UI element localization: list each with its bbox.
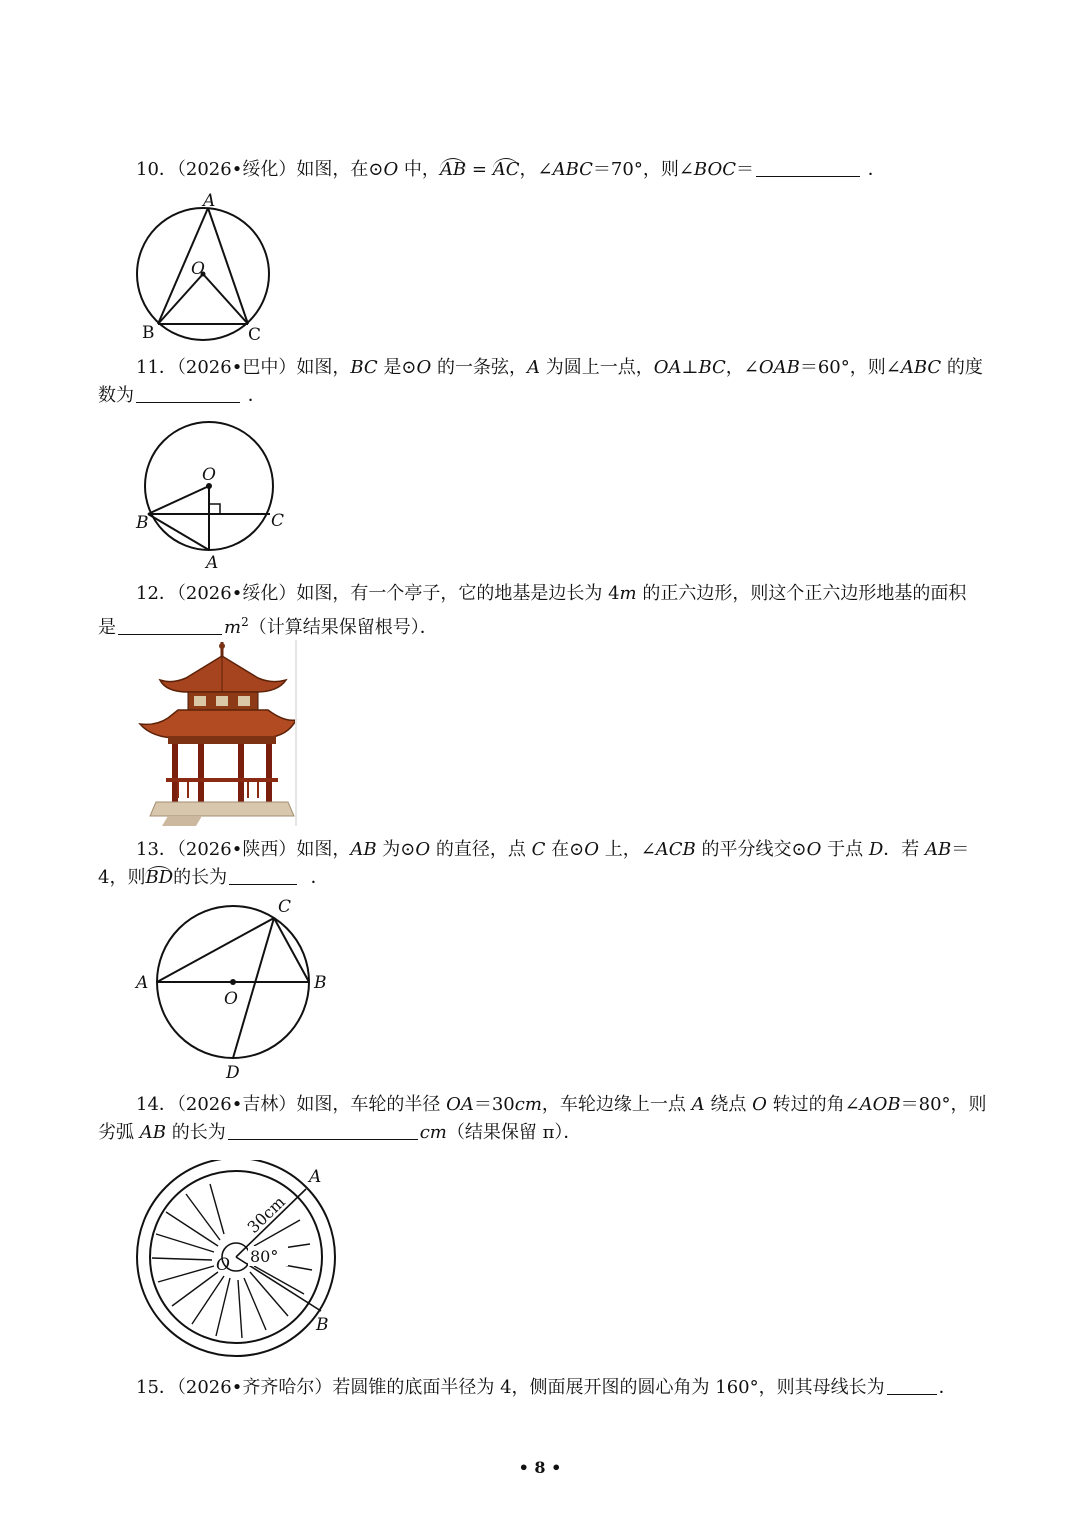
question-14 <box>98 1091 988 1147</box>
label-a: A <box>206 553 219 573</box>
question-12-line1: 12．（2026•绥化）如图，有一个亭子，它的地基是边长为 4m 的正六边形，则这个正六边形地基的面积 <box>136 583 967 604</box>
question-14-line1: 14．（2026•吉林）如图，车轮的半径 OA＝30cm，车轮边缘上一点 A 绕点 O 转过的角∠AOB＝80°，则 <box>136 1094 987 1115</box>
answer-blank[interactable] <box>887 1376 937 1395</box>
figure-q13-circle <box>128 892 338 1082</box>
page-number: • 8 • <box>518 1458 562 1477</box>
question-15-text: 15．（2026•齐齐哈尔）若圆锥的底面半径为 4，侧面展开图的圆心角为 160°，则其母线长为 ． <box>136 1377 957 1398</box>
label-b: B <box>142 323 155 343</box>
label-o: O <box>191 259 205 279</box>
label-o: O <box>216 1255 230 1275</box>
label-b: B <box>314 973 327 993</box>
label-b: B <box>316 1315 329 1335</box>
figure-q11-circle <box>130 414 300 574</box>
question-13-line2: 4，则BD的长为 ． <box>98 867 329 888</box>
pavilion-image <box>138 640 298 826</box>
question-14-line2: 劣弧 AB 的长为 cm（结果保留 π）． <box>98 1122 582 1143</box>
question-11-line1: 11．（2026•巴中）如图，BC 是⊙O 的一条弦，A 为圆上一点，OA⊥BC，∠OAB＝60°，则∠ABC 的度 <box>136 357 983 378</box>
answer-blank[interactable] <box>229 866 297 885</box>
figure-q14-wheel <box>126 1160 346 1360</box>
label-a: A <box>136 973 149 993</box>
answer-blank[interactable] <box>756 158 860 177</box>
label-o: O <box>202 465 216 485</box>
radius-label: 30cm <box>243 1192 289 1237</box>
label-a: A <box>309 1167 322 1187</box>
arc-ab: AB <box>439 159 467 180</box>
arc-ac: AC <box>492 159 520 180</box>
question-13-line1: 13．（2026•陕西）如图，AB 为⊙O 的直径，点 C 在⊙O 上，∠ACB 的平分线交⊙O 于点 D．若 AB＝ <box>136 839 970 860</box>
label-d: D <box>226 1063 240 1082</box>
question-11 <box>98 354 988 410</box>
figure-q10-circle <box>128 188 288 348</box>
label-a: A <box>203 191 216 211</box>
question-12 <box>98 580 988 642</box>
answer-blank[interactable] <box>228 1121 418 1140</box>
label-b: B <box>136 513 149 533</box>
angle-label: 80° <box>250 1247 279 1266</box>
question-10 <box>98 156 988 184</box>
answer-blank[interactable] <box>136 384 240 403</box>
answer-blank[interactable] <box>118 616 222 635</box>
question-15 <box>98 1374 988 1402</box>
question-13 <box>98 836 988 892</box>
label-c: C <box>271 511 285 531</box>
question-11-line2: 数为 ． <box>98 385 266 406</box>
question-12-line2: 是 $m^2$（计算结果保留根号）． <box>98 615 438 638</box>
label-c: C <box>278 897 292 917</box>
question-10-text: 10．（2026•绥化）如图，在⊙O 中，AB = AC，∠ABC＝70°，则∠BOC＝ ． <box>136 159 886 180</box>
label-c: C <box>248 325 262 345</box>
arc-bd: BD <box>145 867 174 888</box>
label-o: O <box>224 989 238 1009</box>
